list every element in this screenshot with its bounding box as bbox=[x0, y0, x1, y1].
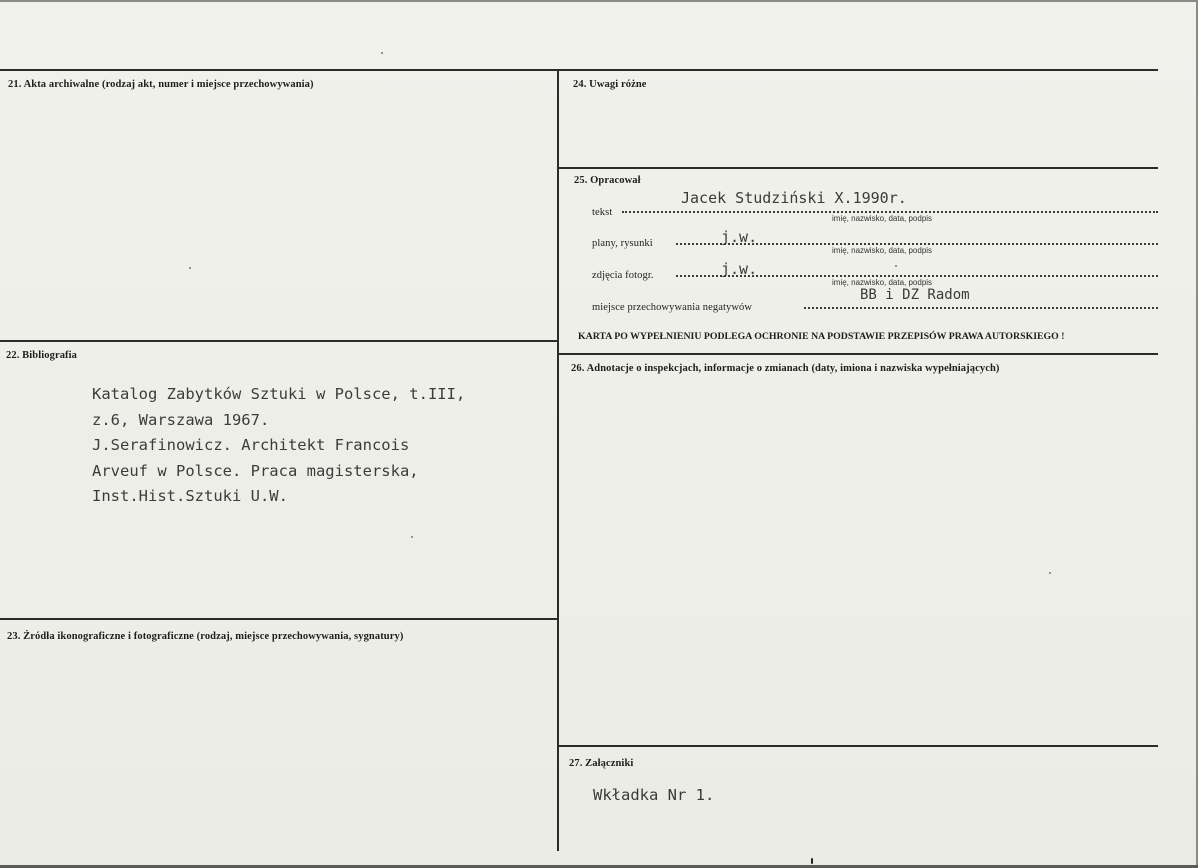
scan-speck bbox=[811, 858, 813, 864]
section-21-label: 21. Akta archiwalne (rodzaj akt, numer i miejsce przechowywania) bbox=[8, 79, 314, 90]
card-top-edge bbox=[0, 0, 1198, 2]
attachments-value: Wkładka Nr 1. bbox=[593, 786, 715, 804]
bibliography-line: z.6, Warszawa 1967. bbox=[92, 410, 270, 429]
rule-left-21-22 bbox=[0, 340, 558, 342]
plany-label: plany, rysunki bbox=[592, 238, 653, 249]
tekst-label: tekst bbox=[592, 207, 613, 218]
rule-top bbox=[0, 69, 1158, 71]
bibliography-line: Katalog Zabytków Sztuki w Polsce, t.III, bbox=[92, 385, 466, 403]
miejsce-value: BB i DZ Radom bbox=[860, 287, 970, 303]
copyright-notice: KARTA PO WYPEŁNIENIU PODLEGA OCHRONIE NA PODSTAWIE PRZEPISÓW PRAWA AUTORSKIEGO ! bbox=[578, 331, 1065, 342]
section-22-label: 22. Bibliografia bbox=[6, 350, 78, 361]
rule-center-vertical bbox=[557, 69, 559, 851]
bibliography-text bbox=[92, 382, 465, 510]
bibliography-line: Inst.Hist.Sztuki U.W. bbox=[92, 487, 288, 505]
rule-right-25-26 bbox=[558, 353, 1158, 355]
scan-speck bbox=[411, 536, 413, 538]
plany-value: j.w. bbox=[721, 228, 758, 246]
zdjecia-caption: imię, nazwisko, data, podpis bbox=[832, 278, 933, 287]
zdjecia-value: j.w. bbox=[721, 260, 758, 278]
section-24-label: 24. Uwagi różne bbox=[573, 79, 647, 90]
scan-speck bbox=[895, 265, 897, 267]
miejsce-dotted-line bbox=[804, 307, 1158, 309]
scan-speck bbox=[381, 52, 383, 54]
rule-left-22-23 bbox=[0, 618, 558, 620]
section-27-label: 27. Załączniki bbox=[569, 758, 634, 769]
tekst-caption: imię, nazwisko, data, podpis bbox=[832, 214, 933, 223]
tekst-value: Jacek Studziński X.1990r. bbox=[681, 189, 907, 207]
rule-right-24-25 bbox=[558, 167, 1158, 169]
plany-caption: imię, nazwisko, data, podpis bbox=[832, 246, 933, 255]
scan-speck bbox=[189, 267, 191, 269]
rule-right-26-27 bbox=[558, 745, 1158, 747]
zdjecia-label: zdjęcia fotogr. bbox=[592, 270, 654, 281]
bibliography-line: J.Serafinowicz. Architekt Francois bbox=[92, 436, 410, 454]
section-23-label: 23. Źródła ikonograficzne i fotograficzne (rodzaj, miejsce przechowywania, sygnatury) bbox=[7, 631, 404, 642]
section-25-label: 25. Opracował bbox=[574, 175, 641, 186]
tekst-dotted-line bbox=[622, 211, 1158, 213]
section-26-label: 26. Adnotacje o inspekcjach, informacje o zmianach (daty, imiona i nazwiska wypełniających) bbox=[571, 363, 1000, 374]
scan-speck bbox=[1049, 572, 1051, 574]
miejsce-label: miejsce przechowywania negatywów bbox=[592, 302, 753, 313]
bibliography-line: Arveuf w Polsce. Praca magisterska, bbox=[92, 461, 419, 480]
